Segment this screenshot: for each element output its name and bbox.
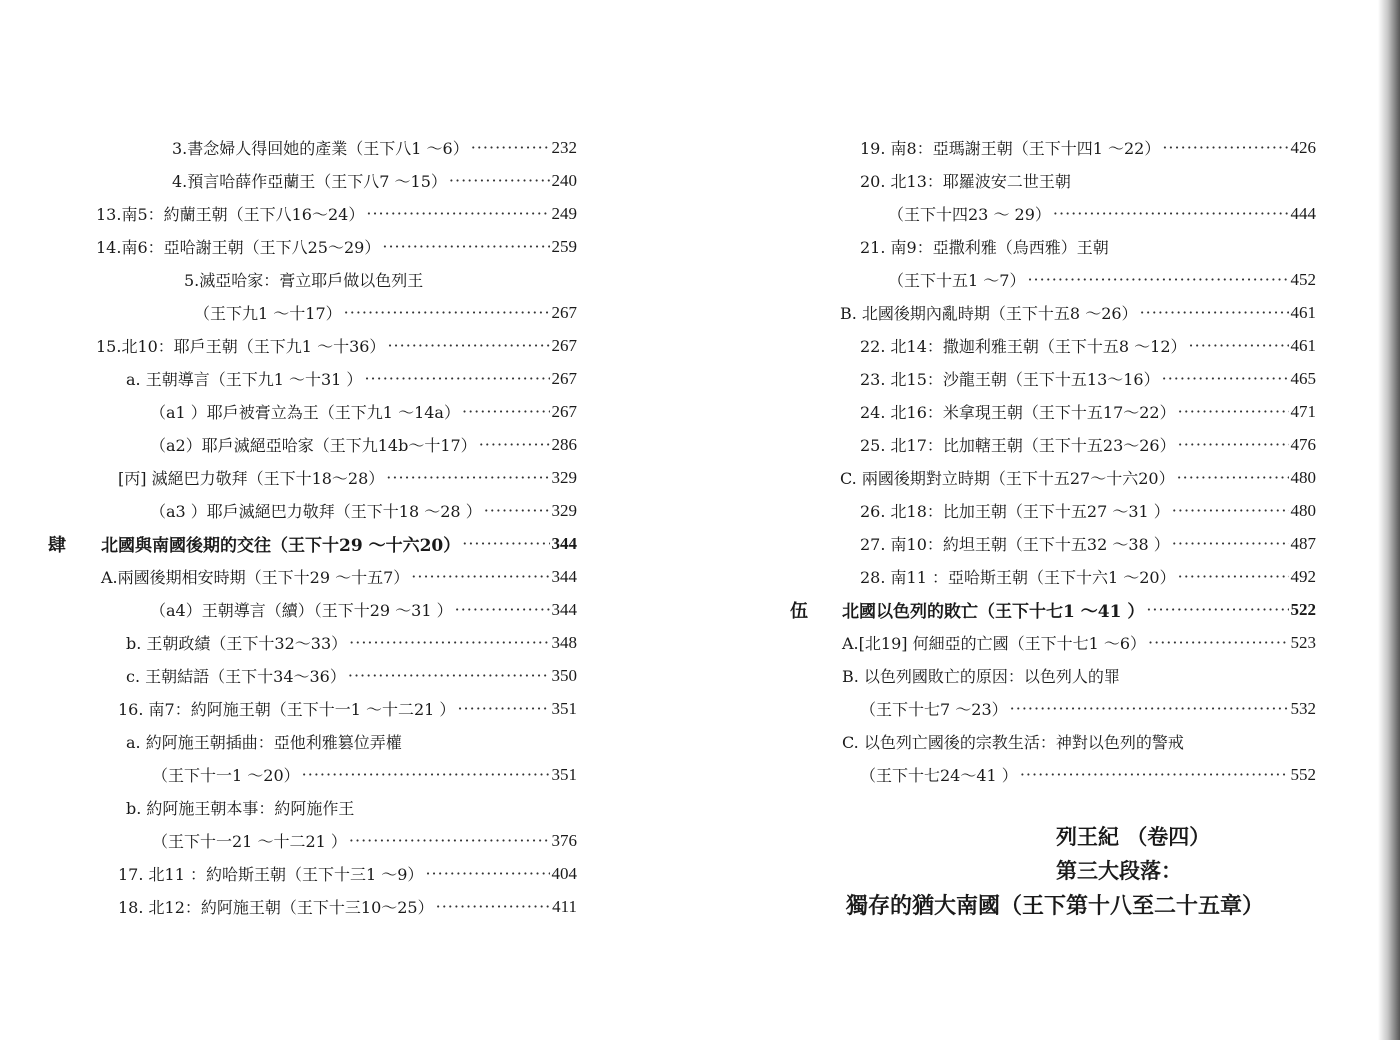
dot-leader xyxy=(1162,369,1289,388)
toc-entry-title: （王下十七24～41 ） xyxy=(860,766,1018,785)
toc-entry-title: （a3 ）耶戶滅絕巴力敬拜（王下十18 ～28 ） xyxy=(150,502,482,521)
toc-entry xyxy=(700,197,1400,230)
toc-page-number: 480 xyxy=(1290,467,1316,487)
toc-entry xyxy=(700,230,1400,263)
toc-entry-title: 13.南5：約蘭王朝（王下八16～24） xyxy=(96,205,365,224)
dot-leader xyxy=(1010,699,1289,718)
toc-entry-title: [丙] 滅絕巴力敬拜（王下十18～28） xyxy=(118,469,385,488)
dot-leader xyxy=(436,897,551,916)
toc-entry-title: 14.南6：亞哈謝王朝（王下八25～29） xyxy=(96,238,381,257)
toc-entry-title: A.[北19] 何細亞的亡國（王下十七1 ～6） xyxy=(842,634,1147,653)
section-numeral: 肆 xyxy=(48,534,66,556)
toc-page-number: 426 xyxy=(1290,137,1316,157)
toc-entry-title: B. 北國後期內亂時期（王下十五8 ～26） xyxy=(840,304,1138,323)
toc-page-number: 376 xyxy=(551,830,577,850)
toc-page-number: 348 xyxy=(551,632,577,652)
toc-entry-title: （a1 ）耶戶被膏立為王（王下九1 ～14a） xyxy=(150,403,460,422)
toc-entry xyxy=(0,230,700,263)
dot-leader xyxy=(302,765,550,784)
toc-page-number: 286 xyxy=(551,434,577,454)
toc-page-number: 267 xyxy=(551,335,577,355)
toc-entry-title: 22. 北14：撒迦利雅王朝（王下十五8 ～12） xyxy=(860,337,1187,356)
toc-page-number: 350 xyxy=(551,665,577,685)
toc-entry-title: （王下十七7 ～23） xyxy=(860,700,1008,719)
toc-entry xyxy=(0,692,700,725)
toc-entry-title: 4.預言哈薛作亞蘭王（王下八7 ～15） xyxy=(172,172,447,191)
toc-entry-title: a. 王朝導言（王下九1 ～十31 ） xyxy=(126,370,363,389)
section-heading xyxy=(0,527,700,560)
toc-entry xyxy=(0,131,700,164)
dot-leader xyxy=(471,138,550,157)
toc-entry-title: 28. 南11 ：亞哈斯王朝（王下十六1 ～20） xyxy=(860,568,1176,587)
toc-entry xyxy=(700,659,1400,692)
dot-leader xyxy=(1148,633,1288,652)
toc-entry-title: （王下十五1 ～7） xyxy=(888,271,1026,290)
toc-page-number: 259 xyxy=(551,236,577,256)
section-numeral: 伍 xyxy=(790,600,808,622)
toc-page-number: 523 xyxy=(1290,632,1316,652)
toc-entry xyxy=(700,329,1400,362)
toc-entry-title: 24. 北16：米拿現王朝（王下十五17～22） xyxy=(860,403,1176,422)
toc-entry xyxy=(700,395,1400,428)
toc-page-number: 329 xyxy=(551,467,577,487)
toc-entry-title: 北國以色列的敗亡（王下十七1 ～41 ） xyxy=(842,602,1145,622)
dot-leader xyxy=(484,501,550,520)
toc-page-number: 267 xyxy=(551,302,577,322)
dot-leader xyxy=(366,204,549,223)
dot-leader xyxy=(457,699,549,718)
toc-page-number: 461 xyxy=(1290,335,1316,355)
dot-leader xyxy=(382,237,549,256)
toc-entry-title: 23. 北15：沙龍王朝（王下十五13～16） xyxy=(860,370,1160,389)
toc-page-number: 249 xyxy=(551,203,577,223)
dot-leader xyxy=(1172,534,1289,553)
dot-leader xyxy=(364,369,549,388)
toc-entry xyxy=(0,791,700,824)
page-edge-shadow xyxy=(1378,0,1400,1040)
dot-leader xyxy=(1178,402,1289,421)
toc-entry xyxy=(0,494,700,527)
toc-entry xyxy=(0,263,700,296)
toc-entry xyxy=(700,164,1400,197)
dot-leader xyxy=(1178,567,1289,586)
dot-leader xyxy=(386,468,549,487)
toc-page-number: 411 xyxy=(552,896,577,916)
toc-page-number: 232 xyxy=(551,137,577,157)
toc-entry-title: 北國與南國後期的交往（王下十29 ～十六20） xyxy=(101,536,461,556)
toc-entry xyxy=(0,164,700,197)
toc-entry xyxy=(700,692,1400,725)
dot-leader xyxy=(411,567,549,586)
dot-leader xyxy=(479,435,550,454)
toc-page-number: 351 xyxy=(551,764,577,784)
toc-entry-title: 21. 南9：亞撒利雅（烏西雅）王朝 xyxy=(860,238,1109,257)
right-page: 19. 南8：亞瑪謝王朝（王下十四1 ～22） ····· 426 20. 北13：耶羅波安二世王朝 （王下十四23 ～ 29） ····· 444 21. 南9：亞撒利雅（烏西雅）王朝 （王下十五1 ～7） ····· 452 B. 北國後期內亂時期（王下十五8 ～26） ····· 461 22. 北14：撒迦利雅王朝（王下十五8 ～12） ····· 461 23. 北15：沙龍王朝（王下十五13～16） ····· 465 24. 北16：米拿現王朝（王下十五17～22） ····· 471 25. 北17：比加轄王朝（王下十五23～26） ····· 476 C. 兩國後期對立時期（王下十五27～十六20） ····· 480 26. 北18：比加王朝（王下十五27 ～31 ） ····· 480 27. 南10：約坦王朝（王下十五32 ～38 ） ····· 487 28. 南11 ：亞哈斯王朝（王下十六1 ～20） ····· 492 伍 北國以色列的敗亡（王下十七1 ～41 ） ····· 522 A.[北19] 何細亞的亡國（王下十七1 ～6） ····· 523 B. 以色列國敗亡的原因：以色列人的罪 （王下十七7 ～23） ····· 532 C. 以色列亡國後的宗教生活：神對以色列的警戒 （王下十七24～41 ） ····· 552 列王紀 （卷四） 第三大段落： 獨存的猶大南國（王下第十八至二十五章） xyxy=(700,0,1400,1040)
toc-page-number: 552 xyxy=(1290,764,1316,784)
toc-entry xyxy=(700,263,1400,296)
toc-entry xyxy=(700,494,1400,527)
toc-entry xyxy=(700,560,1400,593)
toc-entry-title: （王下十四23 ～ 29） xyxy=(888,205,1051,224)
toc-page-number: 452 xyxy=(1290,269,1316,289)
toc-entry-title: 20. 北13：耶羅波安二世王朝 xyxy=(860,172,1071,191)
dot-leader xyxy=(1140,303,1289,322)
toc-entry xyxy=(0,296,700,329)
toc-entry xyxy=(0,659,700,692)
toc-page-number: 480 xyxy=(1290,500,1316,520)
dot-leader xyxy=(1189,336,1289,355)
toc-entry xyxy=(700,428,1400,461)
toc-entry xyxy=(0,461,700,494)
toc-page-number: 487 xyxy=(1290,533,1316,553)
toc-entry xyxy=(0,626,700,659)
toc-page-number: 522 xyxy=(1290,599,1316,619)
toc-entry-title: 19. 南8：亞瑪謝王朝（王下十四1 ～22） xyxy=(860,139,1161,158)
toc-entry-title: 18. 北12：約阿施王朝（王下十三10～25） xyxy=(118,898,434,917)
dot-leader xyxy=(1177,468,1289,487)
toc-page-number: 471 xyxy=(1290,401,1316,421)
toc-entry xyxy=(0,428,700,461)
dot-leader xyxy=(344,303,550,322)
toc-entry-title: 16. 南7：約阿施王朝（王下十一1 ～十二21 ） xyxy=(118,700,456,719)
toc-page-number: 267 xyxy=(551,368,577,388)
right-toc xyxy=(700,131,1400,791)
toc-entry xyxy=(0,329,700,362)
toc-page-number: 344 xyxy=(551,566,577,586)
toc-entry-title: （王下十一21 ～十二21 ） xyxy=(152,832,347,851)
toc-page-number: 492 xyxy=(1290,566,1316,586)
dot-leader xyxy=(449,171,550,190)
dot-leader xyxy=(387,336,549,355)
toc-entry xyxy=(700,527,1400,560)
toc-entry xyxy=(0,857,700,890)
toc-page-number: 344 xyxy=(551,533,577,553)
toc-page-number: 532 xyxy=(1290,698,1316,718)
toc-page-number: 476 xyxy=(1290,434,1316,454)
toc-page-number: 267 xyxy=(551,401,577,421)
dot-leader xyxy=(455,600,550,619)
toc-entry-title: 5.滅亞哈家：膏立耶戶做以色列王 xyxy=(184,271,424,290)
toc-entry-title: C. 以色列亡國後的宗教生活：神對以色列的警戒 xyxy=(842,733,1184,752)
dot-leader xyxy=(349,831,550,850)
toc-page-number: 465 xyxy=(1290,368,1316,388)
dot-leader xyxy=(1053,204,1289,223)
dot-leader xyxy=(349,633,549,652)
dot-leader xyxy=(462,402,550,421)
dot-leader xyxy=(1146,600,1288,619)
toc-entry-title: （王下九1 ～十17） xyxy=(194,304,342,323)
toc-entry-title: 25. 北17：比加轄王朝（王下十五23～26） xyxy=(860,436,1176,455)
toc-entry xyxy=(0,395,700,428)
toc-page-number: 329 xyxy=(551,500,577,520)
toc-entry-title: B. 以色列國敗亡的原因：以色列人的罪 xyxy=(842,667,1120,686)
dot-leader xyxy=(1178,435,1289,454)
toc-page-number: 344 xyxy=(551,599,577,619)
toc-entry-title: （王下十一1 ～20） xyxy=(152,766,300,785)
toc-entry xyxy=(700,362,1400,395)
toc-page-number: 444 xyxy=(1290,203,1316,223)
toc-entry-title: 15.北10：耶戶王朝（王下九1 ～十36） xyxy=(96,337,386,356)
toc-entry xyxy=(0,890,700,923)
dot-leader xyxy=(462,534,549,553)
toc-entry xyxy=(0,197,700,230)
toc-entry-title: C. 兩國後期對立時期（王下十五27～十六20） xyxy=(840,469,1175,488)
toc-entry-title: （a2）耶戶滅絕亞哈家（王下九14b～十17） xyxy=(150,436,477,455)
toc-entry-title: 26. 北18：比加王朝（王下十五27 ～31 ） xyxy=(860,502,1170,521)
toc-entry-title: c. 王朝結語（王下十34～36） xyxy=(126,667,346,686)
toc-entry-title: A.兩國後期相安時期（王下十29 ～十五7） xyxy=(101,568,410,587)
toc-entry xyxy=(0,824,700,857)
left-toc xyxy=(0,131,700,923)
toc-entry-title: b. 約阿施王朝本事：約阿施作王 xyxy=(126,799,355,818)
dot-leader xyxy=(1172,501,1289,520)
toc-page-number: 404 xyxy=(551,863,577,883)
toc-page-number: 240 xyxy=(551,170,577,190)
dot-leader xyxy=(1020,765,1289,784)
toc-entry-title: a. 約阿施王朝插曲：亞他利雅篡位弄權 xyxy=(126,733,402,752)
dot-leader xyxy=(1027,270,1288,289)
toc-entry xyxy=(0,593,700,626)
dot-leader xyxy=(348,666,550,685)
dot-leader xyxy=(1162,138,1288,157)
toc-entry-title: 3.書念婦人得回她的產業（王下八1 ～6） xyxy=(172,139,469,158)
dot-leader xyxy=(425,864,549,883)
toc-page-number: 351 xyxy=(551,698,577,718)
toc-entry xyxy=(700,725,1400,758)
toc-entry xyxy=(0,758,700,791)
toc-entry xyxy=(0,362,700,395)
toc-entry-title: 17. 北11 ：約哈斯王朝（王下十三1 ～9） xyxy=(118,865,424,884)
toc-entry xyxy=(700,758,1400,791)
toc-entry xyxy=(700,131,1400,164)
toc-entry xyxy=(0,725,700,758)
toc-entry-title: （a4）王朝導言（續）（王下十29 ～31 ） xyxy=(150,601,453,620)
toc-entry-title: b. 王朝政績（王下十32～33） xyxy=(126,634,348,653)
toc-page-number: 461 xyxy=(1290,302,1316,322)
toc-entry xyxy=(700,296,1400,329)
toc-entry xyxy=(0,560,700,593)
toc-entry-title: 27. 南10：約坦王朝（王下十五32 ～38 ） xyxy=(860,535,1170,554)
toc-entry xyxy=(700,461,1400,494)
toc-entry xyxy=(700,626,1400,659)
section-heading xyxy=(700,593,1400,626)
